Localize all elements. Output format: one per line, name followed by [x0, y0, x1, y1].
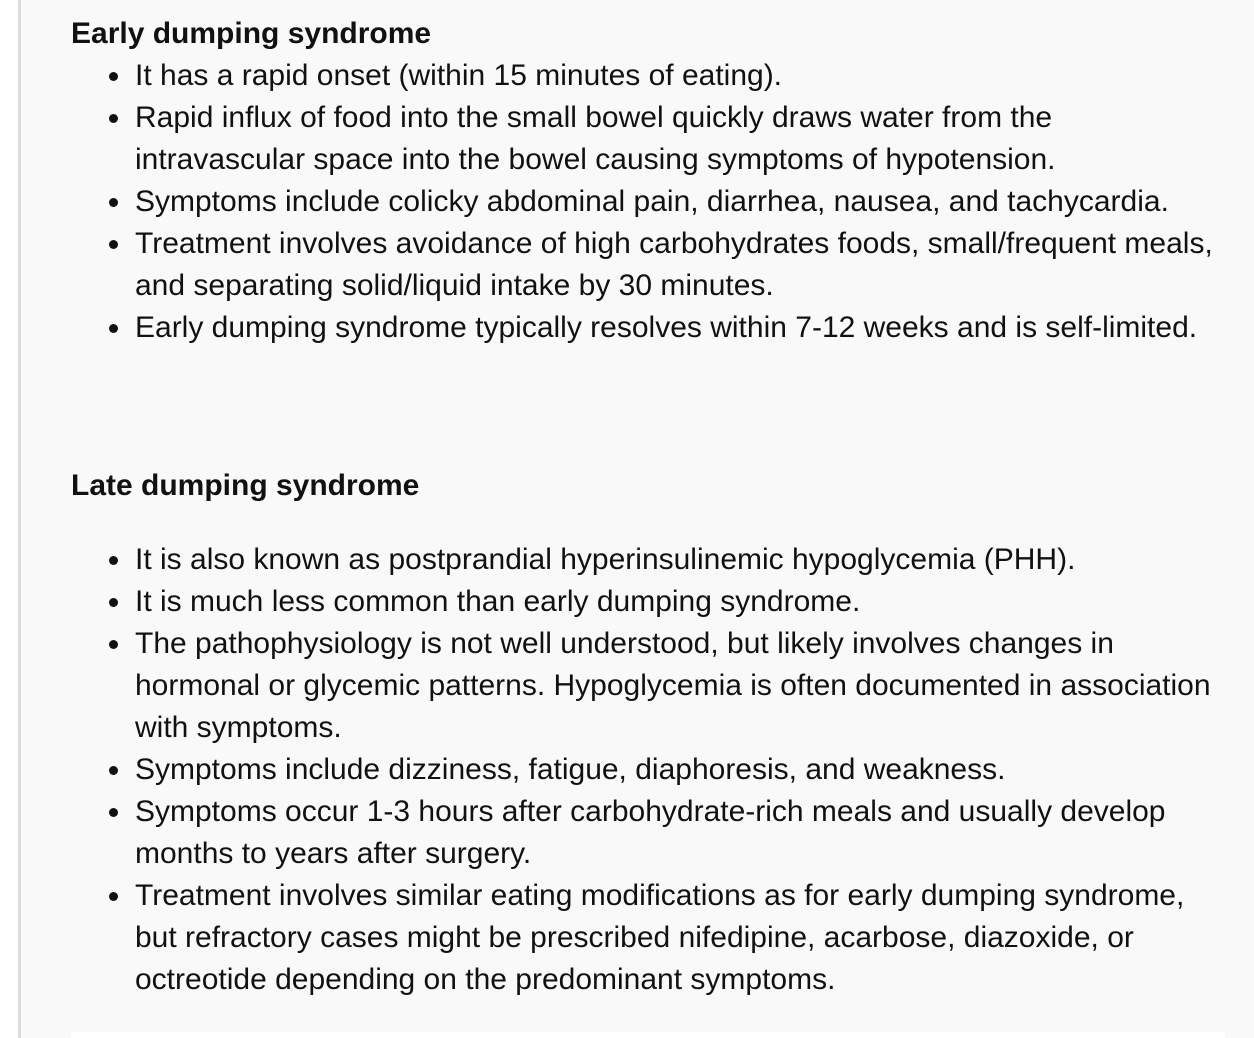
list-item: It has a rapid onset (within 15 minutes of eating).: [135, 55, 1215, 97]
early-dumping-list: [135, 55, 1215, 349]
list-item: Treatment involves avoidance of high carbohydrates foods, small/frequent meals, and separating solid/liquid intake by 30 minutes.: [135, 223, 1215, 307]
list-item: The pathophysiology is not well understood, but likely involves changes in hormonal or glycemic patterns. Hypoglycemia is often documented in association with symptoms.: [135, 623, 1215, 749]
bottom-divider: [71, 1032, 1225, 1038]
list-item: Symptoms include dizziness, fatigue, diaphoresis, and weakness.: [135, 749, 1215, 791]
late-dumping-list: [135, 539, 1215, 1001]
list-item: Rapid influx of food into the small bowel quickly draws water from the intravascular space into the bowel causing symptoms of hypotension.: [135, 97, 1215, 181]
late-dumping-heading: Late dumping syndrome: [71, 469, 420, 502]
list-item: Early dumping syndrome typically resolves within 7-12 weeks and is self-limited.: [135, 307, 1215, 349]
list-item: Symptoms include colicky abdominal pain, diarrhea, nausea, and tachycardia.: [135, 181, 1215, 223]
early-dumping-heading: Early dumping syndrome: [71, 17, 432, 50]
list-item: It is much less common than early dumping syndrome.: [135, 581, 1215, 623]
explanation-panel: [18, 0, 1254, 1038]
list-item: It is also known as postprandial hyperinsulinemic hypoglycemia (PHH).: [135, 539, 1215, 581]
list-item: Symptoms occur 1-3 hours after carbohydrate-rich meals and usually develop months to years after surgery.: [135, 791, 1215, 875]
list-item: Treatment involves similar eating modifications as for early dumping syndrome, but refractory cases might be prescribed nifedipine, acarbose, diazoxide, or octreotide depending on the predominant symptoms.: [135, 875, 1215, 1001]
